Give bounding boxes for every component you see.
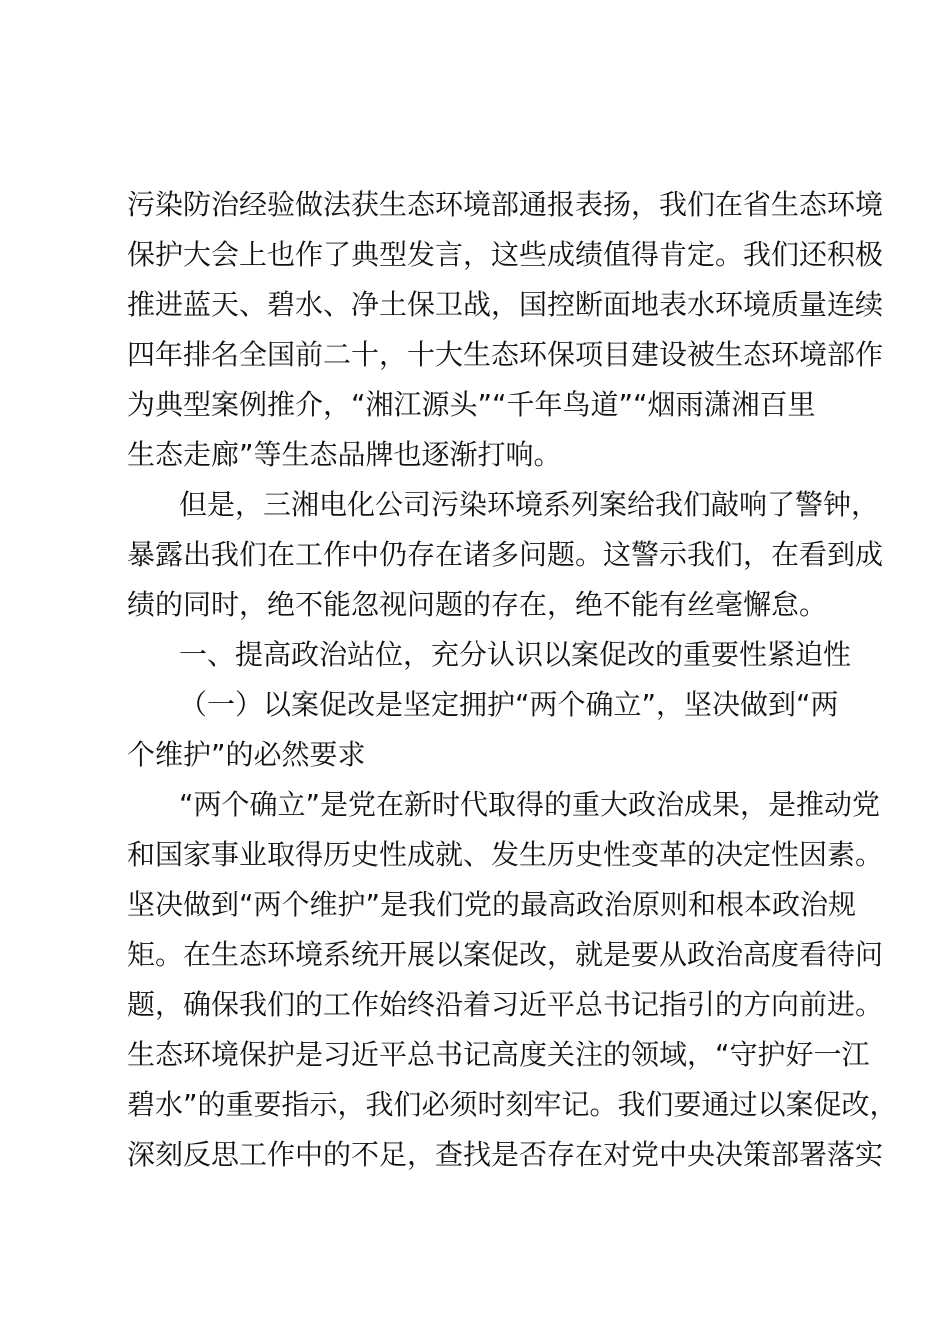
text-line: 推进蓝天、碧水、净土保卫战，国控断面地表水环境质量连续 [127,288,884,321]
text-line: 保护大会上也作了典型发言，这些成绩值得肯定。我们还积极 [127,238,884,271]
subsection-heading: （一）以案促改是坚定拥护“两个确立”，坚决做到“两 [179,688,839,721]
text-line: 生态环境保护是习近平总书记高度关注的领域，“守护好一江 [127,1038,870,1071]
text-line: 坚决做到“两个维护”是我们党的最高政治原则和根本政治规 [127,888,857,921]
text-line: 为典型案例推介，“湘江源头”“千年鸟道”“烟雨潇湘百里 [127,388,816,421]
text-line: 暴露出我们在工作中仍存在诸多问题。这警示我们，在看到成 [127,538,884,571]
text-line: 四年排名全国前二十，十大生态环保项目建设被生态环境部作 [127,338,884,371]
paragraph-start-line: 但是，三湘电化公司污染环境系列案给我们敲响了警钟， [179,488,880,521]
paragraph-start-line: “两个确立”是党在新时代取得的重大政治成果，是推动党 [179,788,881,821]
subsection-heading-continued: 个维护”的必然要求 [127,738,366,771]
text-line: 矩。在生态环境系统开展以案促改，就是要从政治高度看待问 [127,938,884,971]
section-heading: 一、提高政治站位，充分认识以案促改的重要性紧迫性 [179,638,852,671]
text-line: 和国家事业取得历史性成就、发生历史性变革的决定性因素。 [127,838,884,871]
text-line: 生态走廊”等生态品牌也逐渐打响。 [127,438,562,471]
text-line: 污染防治经验做法获生态环境部通报表扬，我们在省生态环境 [127,188,884,221]
text-line: 深刻反思工作中的不足，查找是否存在对党中央决策部署落实 [127,1138,884,1171]
text-line: 绩的同时，绝不能忽视问题的存在，绝不能有丝毫懈怠。 [127,588,828,621]
text-line: 碧水”的重要指示，我们必须时刻牢记。我们要通过以案促改， [127,1088,898,1121]
document-body [127,180,898,1180]
text-line: 题，确保我们的工作始终沿着习近平总书记指引的方向前进。 [127,988,884,1021]
